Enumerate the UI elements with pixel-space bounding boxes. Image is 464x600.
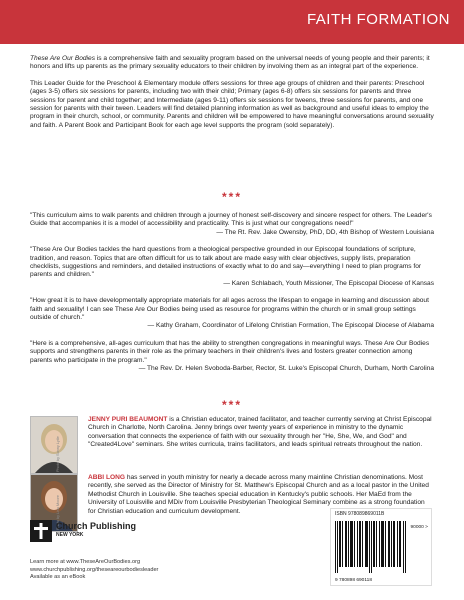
bio-text	[88, 416, 434, 450]
photo-credit: Photo by Sonny Lytle	[56, 436, 60, 472]
barcode-number: 9 780898 690118	[335, 578, 372, 583]
stars-divider-2: ***	[221, 398, 242, 412]
intro	[30, 55, 434, 130]
publisher-name-text: Church Publishing	[56, 521, 136, 531]
author-name: ABBI LONG	[88, 474, 125, 481]
publisher-name	[56, 522, 136, 540]
section-title: FAITH FORMATION	[306, 11, 450, 28]
endorsement-quote	[30, 246, 434, 288]
barcode-icon	[335, 521, 407, 573]
author-name: JENNY PURI BEAUMONT	[88, 416, 168, 423]
endorsements	[30, 212, 434, 383]
quote-attribution: — Karen Schlabach, Youth Missioner, The Episcopal Diocese of Kansas	[223, 279, 434, 287]
publisher-logo	[30, 520, 150, 542]
photo-credit: Photo by Lisa Moore	[56, 495, 60, 530]
quote-text: "Here is a comprehensive, all-ages curriculum that has the ability to strengthen congregations in meaningful ways. These Are Our Bodies supports and strengthens parents in their role as the primary teachers in their children's lives and fosters greater connection among parents who participate in the program."	[30, 339, 430, 364]
website-link[interactable]: Learn more at www.TheseAreOurBodies.org	[30, 559, 141, 565]
quote-text: "These Are Our Bodies tackles the hard questions from a theological perspective grounded in our Episcopal foundations of scripture, tradition, and reason. Topics that are often difficult for us to talk about are made easy with clear objectives, supply lists, preparation checklists, suggestions and reminders, and detailed instructions of exactly what to do and say—everything I need to plan programs for parents and children."	[30, 246, 422, 279]
book-title: These Are Our Bodies	[30, 55, 95, 62]
intro-paragraph-2: This Leader Guide for the Preschool & Elementary module offers sessions for three age groups of children and their parents: Preschool (ages 3-5) offers six sessions for parents, including two with their child; Primary (ages 6-8) offers six sessions for parents and three sessions for parent and child together; and Intermediate (ages 9-11) offers six sessions for tweens, three sessions for parents, and one session for parents with their tween. Leaders will find detailed planning information as well as background and useful ideas to employ the program in their church, school, or community. Parents and children will be empowered to have meaningful conversations around sexuality and faith. A Parent Book and Participant Book for each age level supports the program (sold separately).	[30, 79, 434, 129]
price-code: 90000 >	[410, 525, 428, 530]
bio-description: is a Christian educator, trained facilitator, and teacher currently serving at Christ Episcopal Church in Charlotte, North Carolina. Jenny brings over twenty years of experience in ministry to the dynamic conversation that connects the experience of faith with our sexuality through her "He, She, We, and God" and "Created4Love" seminars. She writes curricula, trains facilitators, and leads spiritual retreats throughout the nation.	[88, 416, 432, 449]
barcode	[330, 508, 432, 586]
church-publishing-icon	[30, 520, 52, 542]
publisher-city: NEW YORK	[56, 532, 84, 538]
ebook-note: Available as an eBook	[30, 574, 86, 581]
isbn: ISBN 978089869011B	[335, 511, 385, 517]
author-photo	[30, 416, 78, 474]
quote-attribution: — Kathy Graham, Coordinator of Lifelong Christian Formation, The Episcopal Diocese of Alabama	[147, 322, 434, 330]
endorsement-quote	[30, 340, 434, 374]
bio-description: has served in youth ministry for nearly a decade across many mainline Christian denominations. Most recently, she served as the Director of Ministry for St. Matthew's Episcopal Church and as a local pastor in the United Methodist Church in Louisville. She teaches special education in Kentucky's public schools. Her MaEd from the University of Louisville and MDiv from Louisville Presbyterian Theological Seminary combine as a strong foundation for Christian education and curriculum development.	[88, 474, 429, 515]
quote-text: "This curriculum aims to walk parents and children through a journey of honest self-discovery and sincere respect for others. The Leader's Guide that accompanies it is a model of accessibility and practicality. This is just what our congregations need!"	[30, 212, 432, 228]
stars-divider-1: ***	[221, 190, 242, 204]
publisher-links	[30, 559, 158, 582]
endorsement-quote	[30, 297, 434, 331]
quote-attribution: — The Rev. Dr. Helen Svoboda-Barber, Rector, St. Luke's Episcopal Church, Durham, North Carolina	[138, 365, 434, 373]
header-bar	[0, 0, 464, 44]
intro-paragraph-1	[30, 55, 434, 72]
leader-guide-link[interactable]: www.churchpublishing.org/theseareourbodiesleader	[30, 566, 159, 573]
endorsement-quote	[30, 212, 434, 237]
quote-attribution: — The Rt. Rev. Jake Owensby, PhD, DD, 4th Bishop of Western Louisiana	[216, 228, 434, 236]
intro-paragraph-1-text: is a comprehensive faith and sexuality program based on the universal needs of young people and their parents; it honors and lifts up parents as the primary sexuality educators to their children by involving them as an integral part of the experience.	[30, 55, 430, 71]
quote-text: "How great it is to have developmentally appropriate materials for all ages across the lifespan to engage in learning and discussion about faith and sexuality! I can see These Are Our Bodies being used as resource for programs within the church or in small group settings outside of church."	[30, 297, 429, 322]
